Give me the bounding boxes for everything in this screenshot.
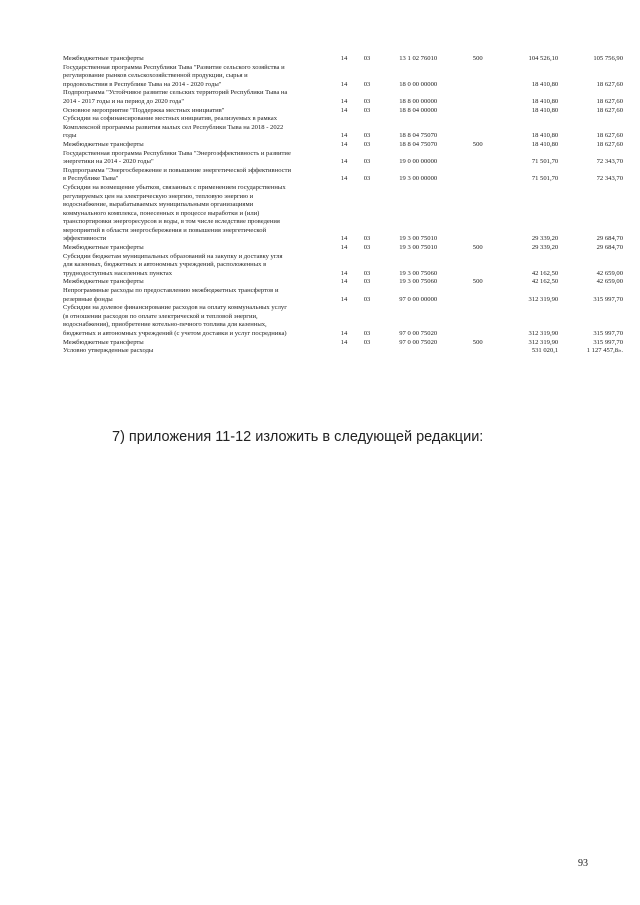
row-subsection: 03 <box>363 244 371 252</box>
row-target-code: 19 3 00 75060 <box>399 269 438 277</box>
table-row <box>63 115 623 141</box>
row-amount-year1: 312 319,90 <box>528 330 559 337</box>
section-heading: 7) приложения 11-12 изложить в следующей редакции: <box>112 429 484 445</box>
row-amount-year1: 18 410,80 <box>531 132 559 140</box>
row-name: Субсидии на возмещение убытков, связанных с применением государственных регулируемых цен на электрическую энергию, тепловую энергию и водоснабжение, вырабатываемых муниципальными организациями коммунального комплекса, понесенных в процессе выработки и (или) транспортировки энергоресурсов и воды, в том числе вследствие проведения мероприятий в области энергосбережения и повышения энергетической эффективности <box>63 183 286 243</box>
row-subsection: 03 <box>363 158 371 166</box>
row-subsection <box>356 347 379 356</box>
row-expense-type: 500 <box>472 140 483 148</box>
row-name: Межбюджетные трансферты <box>63 244 144 252</box>
row-target-code <box>379 347 458 356</box>
row-name: Межбюджетные трансферты <box>63 140 144 148</box>
row-amount-year2: 18 627,60 <box>596 132 623 140</box>
row-amount-year1: 18 410,80 <box>531 97 559 105</box>
row-section: 14 <box>340 278 348 286</box>
row-amount-year1: 71 501,70 <box>531 175 559 183</box>
table-row <box>63 347 623 356</box>
table-row <box>63 278 623 287</box>
row-name: Подпрограмма "Энергосбережение и повышение энергетической эффективности в Республике Тыва" <box>63 166 291 183</box>
row-target-code: 18 8 04 75070 <box>399 140 438 148</box>
row-amount-year2: 315 997,70 <box>593 330 623 337</box>
table-row <box>63 184 623 244</box>
row-target-code: 97 0 00 75020 <box>399 330 438 337</box>
row-section: 14 <box>340 175 348 183</box>
row-target-code: 19 3 00 75010 <box>399 235 438 243</box>
row-name: Субсидии на софинансирование местных инициатив, реализуемых в рамках Комплексной программы развития малых сел Республики Тыва на 2018 - 2022 годы <box>63 115 284 140</box>
row-expense-type <box>458 115 498 141</box>
table-row <box>63 150 623 167</box>
row-section: 14 <box>340 140 348 148</box>
row-expense-type: 500 <box>472 278 483 286</box>
row-name: Межбюджетные трансферты <box>63 338 144 346</box>
row-section: 14 <box>340 158 348 166</box>
table-row <box>63 64 623 90</box>
row-expense-type <box>458 107 498 116</box>
row-amount-year2: 72 343,70 <box>596 158 623 166</box>
table-row <box>63 304 623 338</box>
row-subsection: 03 <box>363 269 371 277</box>
row-target-code: 18 8 00 00000 <box>399 97 438 105</box>
row-name: Подпрограмма "Устойчивое развитие сельских территорий Республики Тыва на 2014 - 2017 годы и на период до 2020 года" <box>63 89 288 105</box>
row-target-code: 19 3 00 75010 <box>399 244 438 252</box>
row-amount-year1: 531 020,1 <box>531 347 559 355</box>
row-amount-year2: 29 684,70 <box>596 235 623 243</box>
row-expense-type: 500 <box>472 244 483 252</box>
row-amount-year2: 1 127 457,8». <box>586 347 623 355</box>
row-target-code: 18 8 04 00000 <box>399 106 438 114</box>
row-amount-year1: 29 339,20 <box>531 244 559 252</box>
row-amount-year1: 42 162,50 <box>531 278 559 286</box>
row-expense-type <box>458 184 498 244</box>
row-amount-year2: 315 997,70 <box>593 295 623 303</box>
row-section: 14 <box>340 55 348 62</box>
row-name: Условно утвержденные расходы <box>63 347 154 355</box>
row-section: 14 <box>340 295 348 303</box>
row-amount-year1: 312 319,90 <box>528 295 559 303</box>
table-row <box>63 244 623 253</box>
row-subsection: 03 <box>363 97 371 105</box>
row-section: 14 <box>340 97 348 105</box>
row-amount-year2: 18 627,60 <box>596 97 623 105</box>
row-subsection: 03 <box>363 106 371 114</box>
row-section: 14 <box>340 330 348 337</box>
row-expense-type <box>458 347 498 356</box>
row-subsection: 03 <box>363 338 371 346</box>
row-amount-year2: 29 684,70 <box>596 244 623 252</box>
row-subsection: 03 <box>363 175 371 183</box>
row-amount-year2: 72 343,70 <box>596 175 623 183</box>
row-amount-year1: 71 501,70 <box>531 158 559 166</box>
row-section: 14 <box>340 235 348 243</box>
row-expense-type <box>458 253 498 279</box>
row-section: 14 <box>340 269 348 277</box>
page-number: 93 <box>578 858 588 869</box>
table-row <box>63 287 623 304</box>
row-amount-year1: 18 410,80 <box>531 80 559 88</box>
row-amount-year2: 18 627,60 <box>596 140 623 148</box>
row-amount-year1: 29 339,20 <box>531 235 559 243</box>
row-expense-type <box>458 150 498 167</box>
row-expense-type <box>458 167 498 184</box>
row-section: 14 <box>340 338 348 346</box>
row-amount-year2: 315 997,70 <box>593 338 623 346</box>
row-subsection: 03 <box>363 278 371 286</box>
table-row <box>63 89 623 106</box>
row-amount-year2: 105 756,90 <box>593 55 623 62</box>
row-name: Государственная программа Республики Тыва "Развитие сельского хозяйства и регулирование рынков сельскохозяйственной продукции, сырья и продовольствия в Республике Тыва на 2014 - 2020 годы" <box>63 63 285 88</box>
row-section: 14 <box>340 80 348 88</box>
row-target-code: 19 3 00 00000 <box>399 175 438 183</box>
row-section: 14 <box>340 106 348 114</box>
table-row <box>63 253 623 279</box>
row-subsection: 03 <box>363 330 371 337</box>
row-subsection: 03 <box>363 80 371 88</box>
table-row <box>63 339 623 348</box>
table-row <box>63 141 623 150</box>
row-amount-year1: 42 162,50 <box>531 269 559 277</box>
row-expense-type: 500 <box>472 338 483 346</box>
row-name: Непрограммные расходы по предоставлению межбюджетных трансфертов и резервные фонды <box>63 287 279 303</box>
row-amount-year1: 18 410,80 <box>531 106 559 114</box>
row-amount-year1: 312 319,90 <box>528 338 559 346</box>
row-section: 14 <box>340 244 348 252</box>
table-row <box>63 167 623 184</box>
row-name: Субсидии бюджетам муниципальных образований на закупку и доставку угля для казенных, бюджетных и автономных учреждений, расположенных в труднодоступных населенных пунктах <box>63 252 283 277</box>
row-amount-year2: 42 659,00 <box>596 269 623 277</box>
row-subsection: 03 <box>363 295 371 303</box>
row-subsection: 03 <box>363 132 371 140</box>
row-expense-type: 500 <box>472 55 483 62</box>
row-subsection: 03 <box>363 235 371 243</box>
row-amount-year2: 18 627,60 <box>596 80 623 88</box>
budget-table <box>63 55 623 356</box>
row-target-code: 19 0 00 00000 <box>399 158 438 166</box>
row-amount-year1: 18 410,80 <box>531 140 559 148</box>
row-amount-year2: 18 627,60 <box>596 106 623 114</box>
row-section <box>333 347 356 356</box>
row-name: Субсидии на долевое финансирование расходов на оплату коммунальных услуг (в отношении расходов по оплате электрической и тепловой энергии, водоснабжения), приобретение котельно-печного топлива для казенных, бюджетных и автономных учреждений (с учетом доставки и услуг посредника) <box>63 304 287 337</box>
row-subsection: 03 <box>363 55 371 62</box>
row-name: Межбюджетные трансферты <box>63 278 144 286</box>
row-amount-year1: 104 526,10 <box>528 55 559 62</box>
row-target-code: 13 1 02 76010 <box>399 55 438 62</box>
row-target-code: 18 8 04 75070 <box>399 132 438 140</box>
row-name: Государственная программа Республики Тыва "Энергоэффективность и развитие энергетики на 2014 - 2020 годы" <box>63 149 291 166</box>
row-expense-type <box>458 64 498 90</box>
table-row <box>63 107 623 116</box>
row-name: Основное мероприятие "Поддержка местных инициатив" <box>63 106 225 114</box>
row-expense-type <box>458 89 498 106</box>
row-target-code: 97 0 00 75020 <box>399 338 438 346</box>
row-target-code: 18 0 00 00000 <box>399 80 438 88</box>
row-name: Межбюджетные трансферты <box>63 55 144 62</box>
row-target-code: 19 3 00 75060 <box>399 278 438 286</box>
row-amount-year2: 42 659,00 <box>596 278 623 286</box>
row-expense-type <box>458 287 498 304</box>
budget-table-body <box>63 55 623 356</box>
row-expense-type <box>458 304 498 338</box>
row-section: 14 <box>340 132 348 140</box>
row-target-code: 97 0 00 00000 <box>399 295 438 303</box>
table-row <box>63 55 623 64</box>
row-subsection: 03 <box>363 140 371 148</box>
